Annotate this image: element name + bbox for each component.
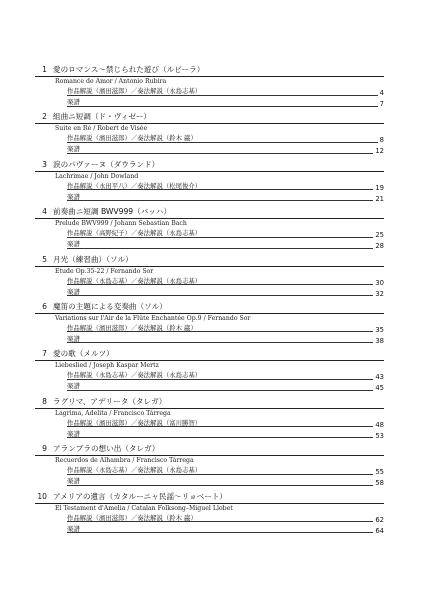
- row-label: 楽譜: [67, 240, 80, 249]
- entry-heading: [35, 491, 384, 504]
- entry-number: 2: [42, 112, 47, 122]
- row-label: 楽譜: [67, 429, 80, 438]
- entry-subtitle: Recuerdos de Alhambra / Francisco Tárrega: [55, 457, 194, 465]
- score-row[interactable]: [35, 476, 384, 487]
- toc-entry: [35, 64, 384, 111]
- entry-heading: [35, 64, 384, 77]
- row-label: 作品解説（濱田滋郎）／奏法解説（鈴木 巌）: [67, 134, 197, 143]
- commentary-row[interactable]: [35, 323, 384, 334]
- entry-title: ラグリマ、アデリータ（タレガ）: [53, 396, 167, 406]
- leader-line: [67, 342, 384, 343]
- leader-line: [67, 295, 384, 296]
- row-label: 作品解説（高野紀子）／奏法解説（永島志基）: [67, 229, 202, 238]
- leader-line: [67, 426, 384, 427]
- entry-number: 7: [42, 349, 47, 359]
- page-number: 4: [379, 89, 384, 97]
- entry-heading: [35, 301, 384, 314]
- entry-number: 1: [42, 65, 47, 74]
- toc-entry: [35, 301, 384, 348]
- row-label: 楽譜: [67, 524, 80, 533]
- page-number: 21: [375, 194, 384, 203]
- entry-subtitle: Variations sur l'Air de la Flûte Enchantée Op.9 / Fernando Sor: [55, 314, 251, 322]
- commentary-row[interactable]: [35, 370, 384, 381]
- page-number: 35: [375, 325, 384, 334]
- page-number: 19: [375, 183, 384, 192]
- score-row[interactable]: [35, 97, 384, 108]
- page-number: 28: [375, 242, 384, 251]
- page-number: 7: [379, 100, 384, 108]
- entry-title: 愛のロマンス〜禁じられた遊び（ルビーラ）: [53, 65, 205, 74]
- toc-entry: [35, 491, 384, 538]
- row-label: 楽譜: [67, 382, 80, 391]
- leader-line: [67, 485, 384, 486]
- entry-subtitle: Prelude BWV999 / Johann Sebastian Bach: [55, 220, 187, 228]
- row-label: 楽譜: [67, 334, 80, 343]
- leader-line: [67, 189, 384, 190]
- score-row[interactable]: [35, 144, 384, 155]
- row-label: 楽譜: [67, 287, 80, 296]
- leader-line: [67, 200, 384, 201]
- commentary-row[interactable]: [35, 465, 384, 476]
- page-number: 62: [375, 515, 384, 524]
- toc-entry: [35, 206, 384, 253]
- leader-line: [67, 474, 384, 475]
- leader-line: [67, 153, 384, 154]
- score-row[interactable]: [35, 429, 384, 440]
- entry-title: 組曲ニ短調（ド・ヴィゼー）: [53, 112, 151, 122]
- page-number: 55: [375, 468, 384, 477]
- entry-heading: [35, 159, 384, 172]
- commentary-row[interactable]: [35, 276, 384, 287]
- row-label: 作品解説（永田平八）／奏法解説（松尾俊介）: [67, 181, 202, 190]
- entry-number: 6: [42, 301, 47, 311]
- entry-heading: [35, 348, 384, 361]
- score-row[interactable]: [35, 524, 384, 535]
- leader-line: [67, 95, 384, 96]
- page-number: 43: [375, 373, 384, 382]
- entry-subtitle: Romance de Amor / Antonio Rubira: [55, 78, 167, 85]
- page-number: 45: [375, 384, 384, 393]
- score-row[interactable]: [35, 239, 384, 250]
- page-number: 12: [375, 147, 384, 156]
- row-label: 作品解説（濱田滋郎）／奏法解説（鈴木 巌）: [67, 323, 197, 332]
- entry-number: 8: [42, 396, 47, 406]
- leader-line: [67, 237, 384, 238]
- entry-heading: [35, 111, 384, 124]
- page-number: 38: [375, 336, 384, 345]
- leader-line: [67, 248, 384, 249]
- leader-line: [67, 331, 384, 332]
- page-number: 48: [375, 420, 384, 429]
- entry-subtitle: Liebeslied / Joseph Kaspar Mertz: [55, 362, 159, 370]
- entry-title: 魔笛の主題による変奏曲（ソル）: [53, 301, 167, 311]
- toc-entry: [35, 159, 384, 206]
- commentary-row[interactable]: [35, 86, 384, 97]
- row-label: 楽譜: [67, 192, 80, 201]
- toc-entry: [35, 111, 384, 158]
- toc-entry: [35, 254, 384, 301]
- table-of-contents: [35, 64, 384, 538]
- toc-entry: [35, 443, 384, 490]
- entry-subtitle: El Testament d'Amelia / Catalan Folksong–Miguel Llobet: [55, 504, 233, 512]
- leader-line: [67, 142, 384, 143]
- leader-line: [67, 379, 384, 380]
- row-label: 作品解説（永島志基）／奏法解説（永島志基）: [67, 371, 202, 380]
- commentary-row[interactable]: [35, 513, 384, 524]
- page-number: 58: [375, 479, 384, 488]
- commentary-row[interactable]: [35, 133, 384, 144]
- page-number: 8: [379, 136, 384, 145]
- page-number: 25: [375, 231, 384, 240]
- entry-heading: [35, 396, 384, 409]
- page-number: 32: [375, 289, 384, 298]
- score-row[interactable]: [35, 192, 384, 203]
- entry-number: 10: [37, 491, 47, 501]
- entry-number: 9: [42, 444, 47, 454]
- page-number: 53: [375, 431, 384, 440]
- score-row[interactable]: [35, 287, 384, 298]
- entry-title: アメリアの遺言（カタルーニャ民謡〜リョベート）: [53, 491, 227, 501]
- row-label: 楽譜: [67, 477, 80, 486]
- entry-subtitle: Lagrima, Adelita / Francisco Tárrega: [55, 409, 171, 417]
- entry-subtitle: Suite en Ré / Robert de Visée: [55, 125, 148, 133]
- entry-number: 5: [42, 254, 47, 264]
- entry-subtitle: Etude Op.35-22 / Fernando Sor: [55, 267, 154, 275]
- row-label: 作品解説（濱田滋郎）／奏法解説（鈴木 巌）: [67, 513, 197, 522]
- row-label: 作品解説（永島志基）／奏法解説（永島志基）: [67, 276, 202, 285]
- toc-entry: [35, 348, 384, 395]
- leader-line: [67, 284, 384, 285]
- commentary-row[interactable]: [35, 181, 384, 192]
- row-label: 作品解説（永島志基）／奏法解説（永島志基）: [67, 466, 202, 475]
- row-label: 楽譜: [67, 98, 80, 106]
- row-label: 作品解説（濱田滋郎）／奏法解説（永島志基）: [67, 87, 202, 95]
- leader-line: [67, 521, 384, 522]
- entry-heading: [35, 254, 384, 267]
- entry-number: 3: [42, 159, 47, 169]
- leader-line: [67, 437, 384, 438]
- score-row[interactable]: [35, 334, 384, 345]
- commentary-row[interactable]: [35, 418, 384, 429]
- entry-title: アランブラの想い出（タレガ）: [53, 444, 160, 454]
- page-number: 30: [375, 278, 384, 287]
- entry-title: 月光（練習曲）（ソル）: [53, 254, 133, 264]
- entry-title: 涙のパヴァーヌ（ダウランド）: [53, 159, 160, 169]
- entry-heading: [35, 206, 384, 219]
- entry-heading: [35, 443, 384, 456]
- leader-line: [67, 106, 384, 107]
- row-label: 作品解説（濱田滋郎）／奏法解説（富川勝智）: [67, 418, 202, 427]
- row-label: 楽譜: [67, 145, 80, 154]
- leader-line: [67, 390, 384, 391]
- toc-entry: [35, 396, 384, 443]
- score-row[interactable]: [35, 381, 384, 392]
- commentary-row[interactable]: [35, 228, 384, 239]
- entry-subtitle: Lachrimae / John Dowland: [55, 172, 139, 180]
- entry-title: 愛の歌（メルツ）: [53, 349, 114, 359]
- entry-number: 4: [42, 207, 47, 217]
- page-number: 64: [375, 526, 384, 535]
- entry-title: 前奏曲ニ短調 BWV999（バッハ）: [53, 207, 172, 217]
- leader-line: [67, 532, 384, 533]
